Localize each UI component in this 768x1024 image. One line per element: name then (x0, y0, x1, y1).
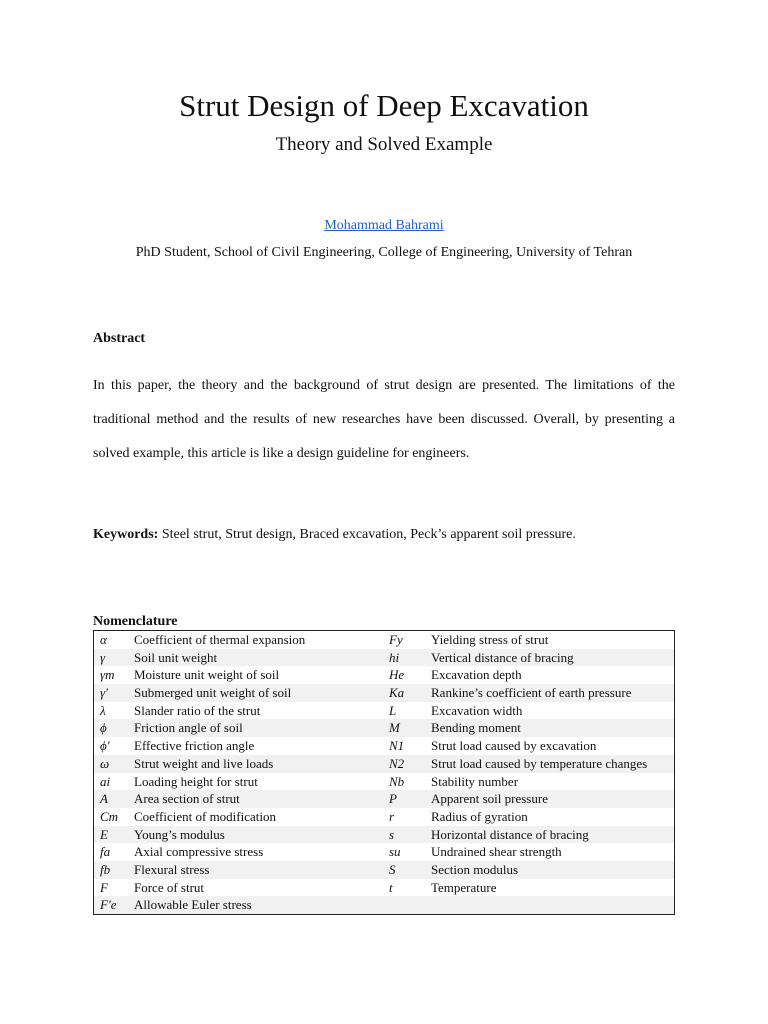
symbol: Nb (389, 773, 405, 789)
symbol: S (389, 861, 396, 877)
nomenclature-table (93, 630, 675, 915)
symbol: Fy (389, 632, 403, 647)
table-row (94, 649, 674, 667)
author-link[interactable]: Mohammad Bahrami (324, 218, 444, 233)
description: Friction angle of soil (134, 720, 243, 736)
symbol: r (389, 808, 395, 824)
nomenclature-heading: Nomenclature (93, 614, 178, 629)
symbol: hi (389, 649, 400, 665)
description: Young’s modulus (134, 826, 225, 842)
symbol: F (100, 879, 108, 895)
description (431, 896, 674, 914)
description: Area section of strut (134, 791, 240, 807)
table-row (94, 773, 674, 791)
abstract-text: In this paper, the theory and the background of strut design are presented. The limitations of the traditional method and the results of new researches have been discussed. Overall, by presenting a solved example, this article is like a design guideline for engineers. (93, 378, 675, 461)
symbol: ai (100, 773, 111, 789)
affiliation: PhD Student, School of Civil Engineering, College of Engineering, University of Tehran (135, 245, 633, 260)
description: Soil unit weight (134, 649, 218, 665)
symbol: γ (100, 649, 106, 665)
symbol: He (389, 667, 405, 683)
description: Coefficient of modification (134, 808, 276, 824)
table-row (94, 666, 674, 684)
description: Horizontal distance of bracing (431, 826, 589, 842)
keywords-label: Keywords: (93, 527, 159, 542)
table-row (94, 843, 674, 861)
description: Excavation width (431, 702, 523, 718)
symbol: P (389, 791, 397, 807)
symbol (389, 896, 431, 914)
paper-title: Strut Design of Deep Excavation (179, 88, 589, 123)
description: Rankine’s coefficient of earth pressure (431, 685, 632, 701)
symbol: ω (100, 755, 110, 771)
symbol: N2 (389, 755, 405, 771)
keywords-text: Steel strut, Strut design, Braced excavation, Peck’s apparent soil pressure. (158, 527, 576, 542)
description: Axial compressive stress (134, 844, 264, 860)
symbol: N1 (389, 738, 405, 754)
symbol: γm (100, 667, 115, 683)
symbol: ϕ (100, 720, 107, 736)
symbol: α (100, 632, 107, 647)
description: Vertical distance of bracing (431, 649, 574, 665)
symbol: fb (100, 861, 111, 877)
description: Slander ratio of the strut (134, 702, 261, 718)
table-row (94, 737, 674, 755)
abstract-heading: Abstract (93, 331, 146, 346)
symbol: s (389, 826, 395, 842)
symbol: M (389, 720, 400, 736)
table-row (94, 826, 674, 844)
description: Excavation depth (431, 667, 522, 683)
description: Submerged unit weight of soil (134, 685, 292, 701)
description: Strut load caused by excavation (431, 738, 597, 754)
table-row (94, 702, 674, 720)
symbol: A (100, 791, 108, 807)
table-row (94, 755, 674, 773)
description: Undrained shear strength (431, 844, 562, 860)
symbol: Cm (100, 808, 119, 824)
description: Yielding stress of strut (431, 632, 549, 647)
symbol: F′e (100, 897, 117, 913)
description: Radius of gyration (431, 808, 528, 824)
symbol: t (389, 879, 393, 895)
table-row (94, 631, 674, 649)
symbol: L (389, 702, 397, 718)
description: Force of strut (134, 879, 205, 895)
paper-subtitle: Theory and Solved Example (275, 134, 493, 155)
symbol: Ka (389, 685, 405, 701)
table-row (94, 719, 674, 737)
description: Allowable Euler stress (134, 897, 252, 913)
symbol: su (389, 844, 401, 860)
description: Effective friction angle (134, 738, 255, 754)
description: Section modulus (431, 861, 519, 877)
description: Loading height for strut (134, 773, 258, 789)
description: Strut load caused by temperature changes (431, 755, 648, 771)
symbol: ϕ′ (100, 738, 110, 754)
description: Temperature (431, 879, 497, 895)
table-row (94, 684, 674, 702)
keywords (93, 525, 693, 545)
description: Flexural stress (134, 861, 210, 877)
author-block (0, 216, 768, 236)
table-row (94, 861, 674, 879)
symbol: λ (100, 702, 106, 718)
table-row (94, 879, 674, 897)
description: Strut weight and live loads (134, 755, 274, 771)
description: Coefficient of thermal expansion (134, 632, 306, 647)
description: Moisture unit weight of soil (134, 667, 280, 683)
symbol: γ′ (100, 685, 108, 701)
description: Bending moment (431, 720, 521, 736)
table-row (94, 808, 674, 826)
symbol: E (100, 826, 108, 842)
description: Stability number (431, 773, 519, 789)
symbol: fa (100, 844, 111, 860)
table-row (94, 896, 674, 914)
description: Apparent soil pressure (431, 791, 548, 807)
table-row (94, 790, 674, 808)
